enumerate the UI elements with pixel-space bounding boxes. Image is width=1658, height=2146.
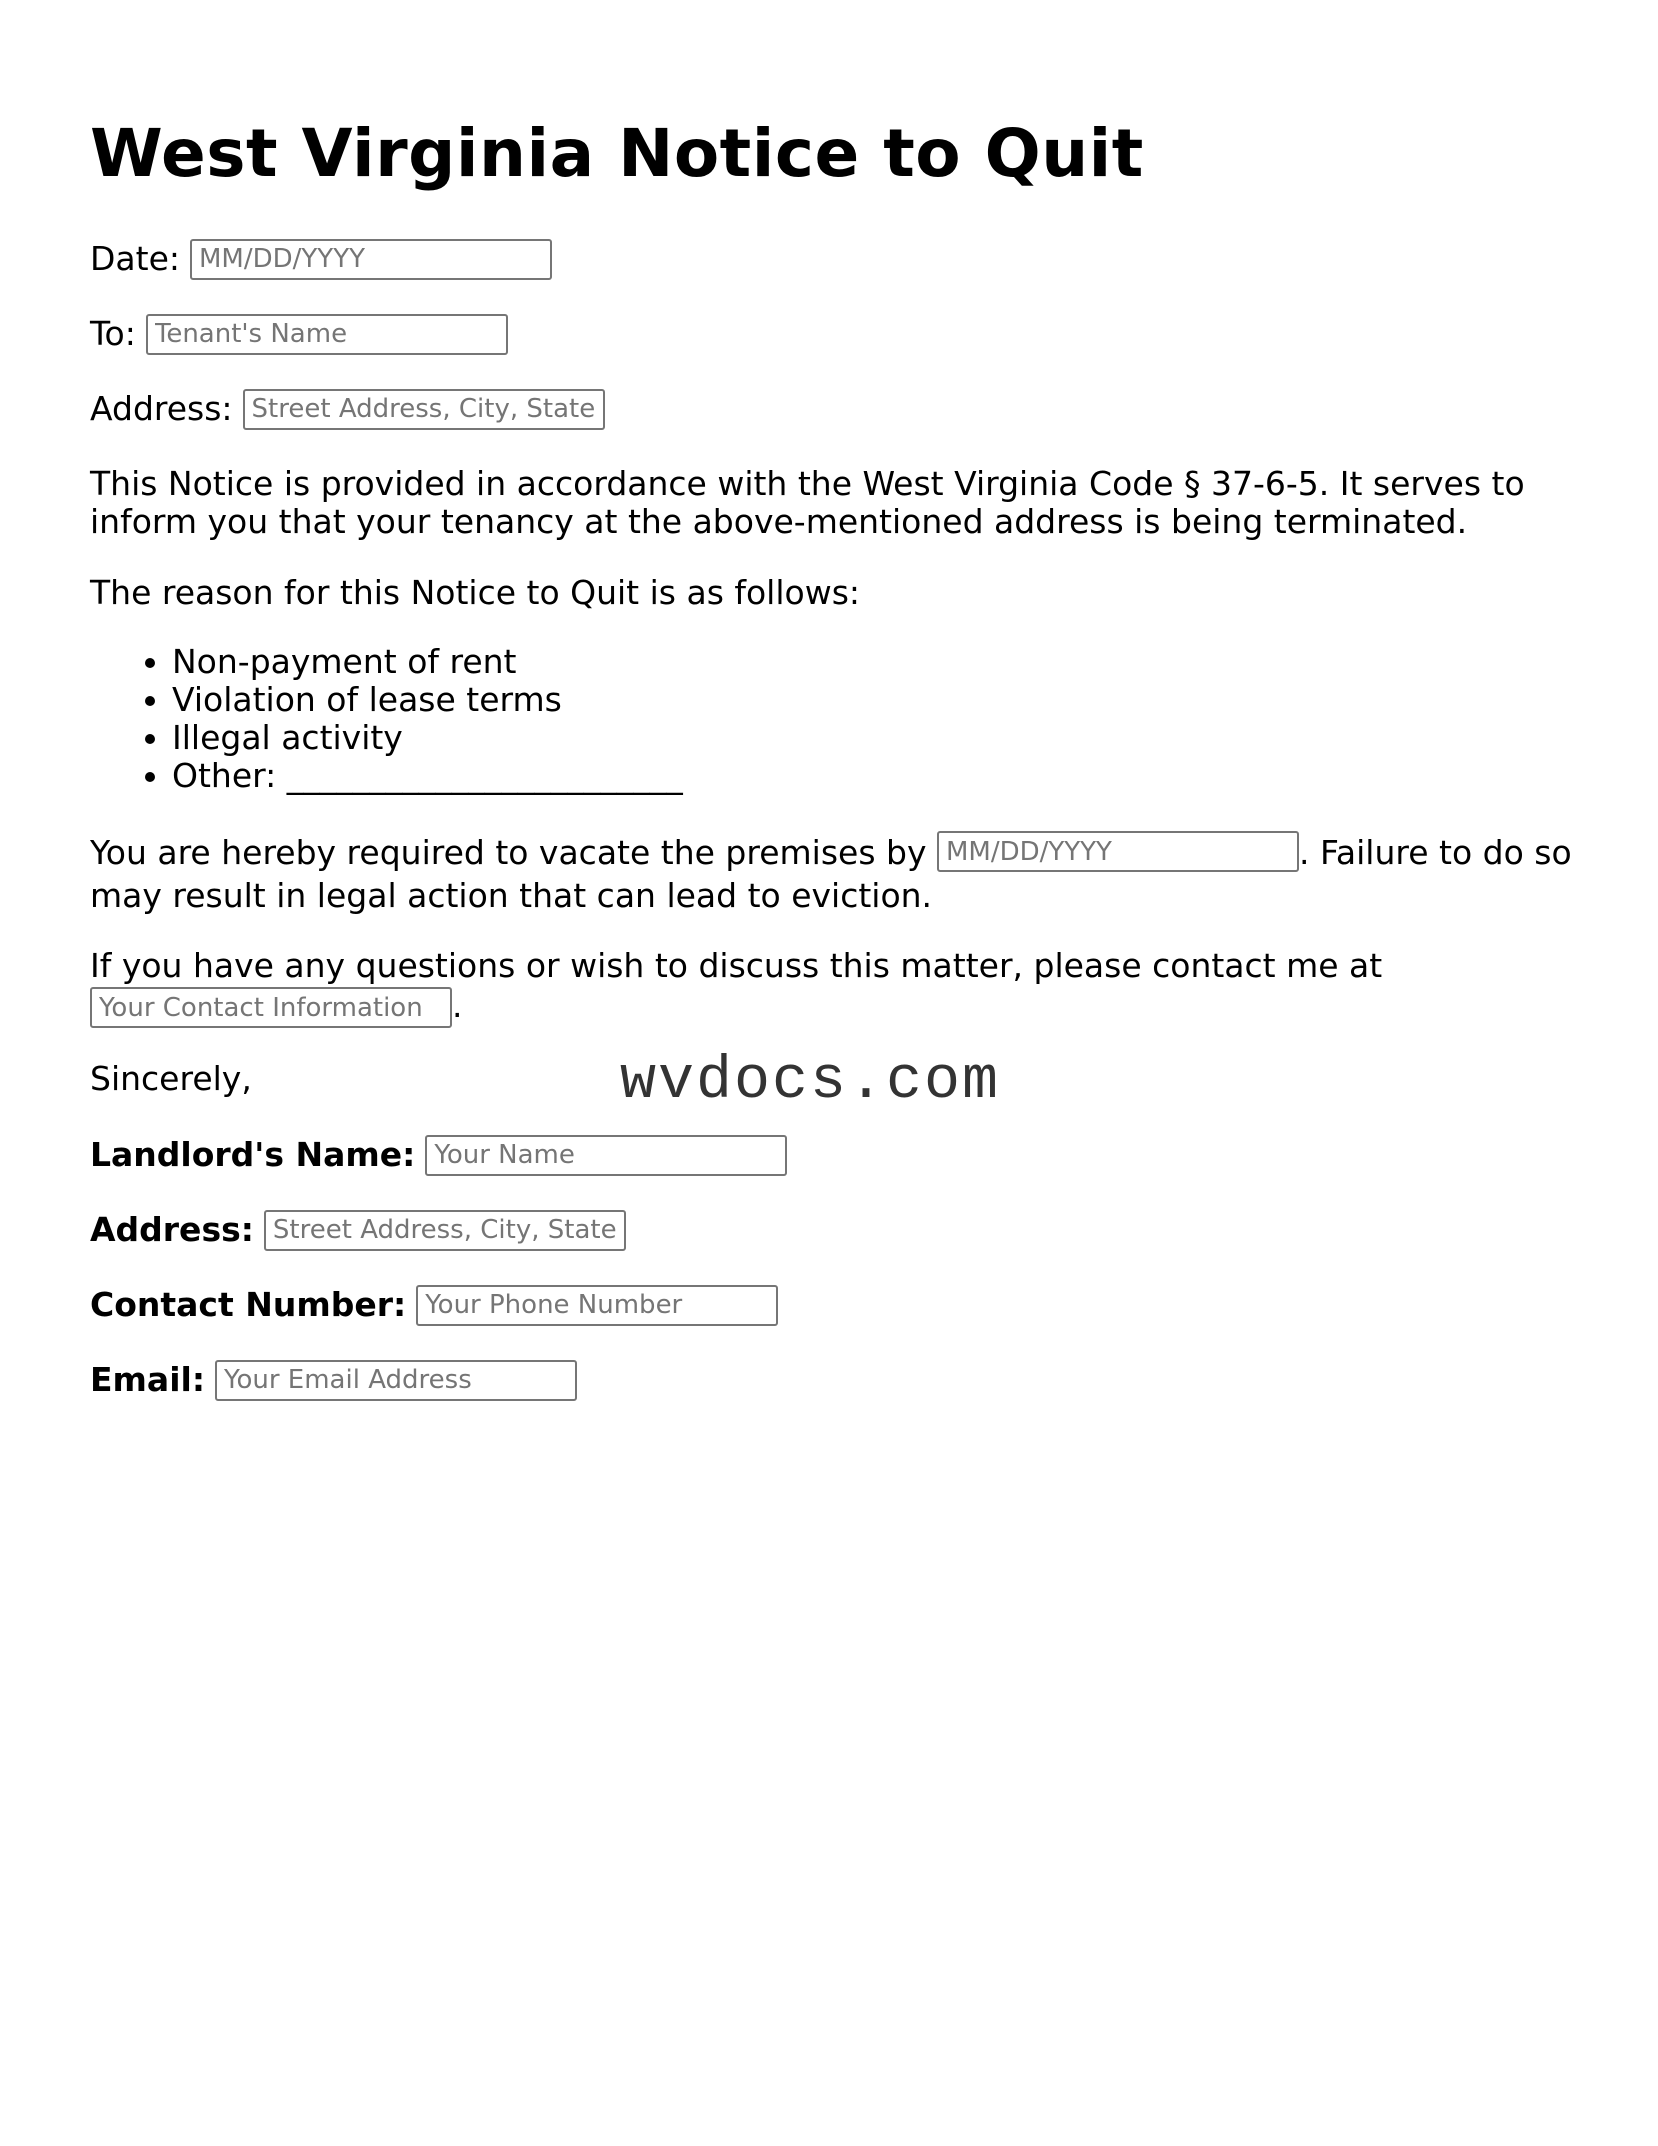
landlord-email-label: Email: <box>90 1360 206 1399</box>
landlord-address-row <box>90 1209 626 1251</box>
landlord-address-label: Address: <box>90 1210 254 1249</box>
to-label: To: <box>90 314 136 353</box>
page-title: West Virginia Notice to Quit <box>90 115 1144 192</box>
landlord-email-input[interactable] <box>215 1360 577 1401</box>
landlord-phone-input[interactable] <box>416 1285 778 1326</box>
landlord-name-input[interactable] <box>425 1135 787 1176</box>
contact-prefix: If you have any questions or wish to discuss this matter, please contact me at <box>90 946 1383 985</box>
reason-item-other: • Other: ________________________ <box>172 757 683 795</box>
vacate-suffix: . Failure to do so may result in legal action that can lead to eviction. <box>90 833 1572 915</box>
notice-paragraph: This Notice is provided in accordance with the West Virginia Code § 37-6-5. It serves to inform you that your tenancy at the above-mentioned address is being terminated. <box>90 464 1525 541</box>
tenant-name-input[interactable] <box>146 314 508 355</box>
landlord-phone-label: Contact Number: <box>90 1285 407 1324</box>
to-row <box>90 313 508 355</box>
reason-intro: The reason for this Notice to Quit is as follows: <box>90 573 861 612</box>
watermark-text: wvdocs.com <box>620 1048 1001 1116</box>
vacate-prefix: You are hereby required to vacate the premises by <box>90 833 937 872</box>
vacate-paragraph <box>90 832 1580 917</box>
contact-paragraph <box>90 946 1580 1028</box>
reason-item-violation: • Violation of lease terms <box>172 681 683 719</box>
address-label: Address: <box>90 389 233 428</box>
reason-item-illegal: • Illegal activity <box>172 719 683 757</box>
sincerely-text: Sincerely, <box>90 1059 252 1098</box>
date-label: Date: <box>90 239 180 278</box>
landlord-address-input[interactable] <box>264 1210 626 1251</box>
landlord-name-label: Landlord's Name: <box>90 1135 416 1174</box>
reason-list <box>90 643 683 795</box>
landlord-email-row <box>90 1359 577 1401</box>
vacate-date-input[interactable] <box>937 831 1299 872</box>
date-row <box>90 238 552 280</box>
date-input[interactable] <box>190 239 552 280</box>
landlord-name-row <box>90 1134 787 1176</box>
reason-item-nonpayment: • Non-payment of rent <box>172 643 683 681</box>
landlord-phone-row <box>90 1284 778 1326</box>
tenant-address-input[interactable] <box>243 389 605 430</box>
address-row <box>90 388 605 430</box>
contact-suffix: . <box>452 986 463 1025</box>
contact-info-input[interactable] <box>90 987 452 1028</box>
